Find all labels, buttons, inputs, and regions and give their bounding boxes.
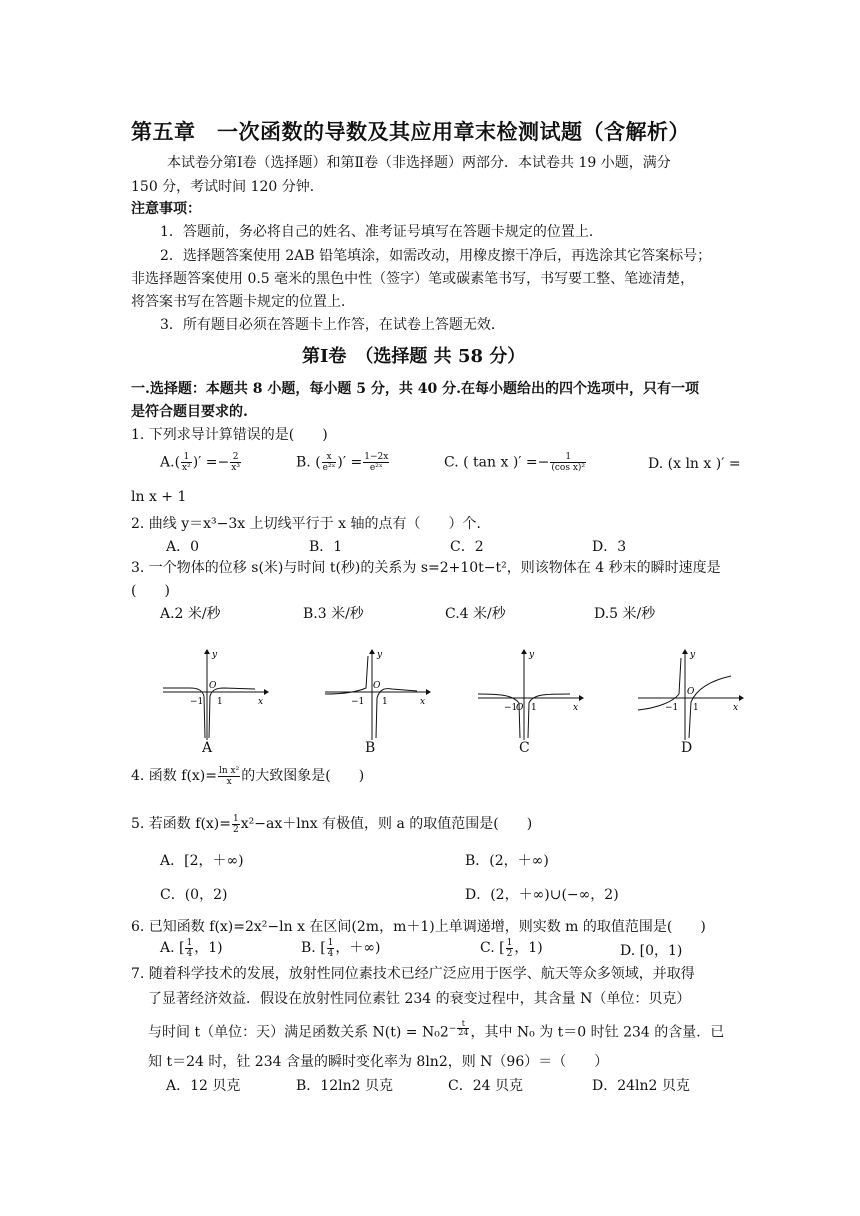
y-axis-arrow bbox=[682, 649, 688, 654]
section-heading: 第Ⅰ卷 （选择题 共 58 分） bbox=[302, 346, 526, 367]
y-axis-arrow bbox=[204, 649, 210, 654]
q7-option-c: C．24 贝克 bbox=[448, 1078, 523, 1094]
origin-label: O bbox=[373, 681, 381, 691]
y-label: y bbox=[377, 650, 383, 660]
x-axis-arrow bbox=[264, 689, 269, 695]
origin-label: O bbox=[516, 703, 524, 713]
q3-option-c: C.4 米/秒 bbox=[445, 606, 506, 622]
x-label: x bbox=[573, 703, 579, 713]
tick-label: −1 bbox=[504, 703, 518, 713]
q6-option-a: A. [ $\frac{1}{4}$ ，1) bbox=[160, 937, 223, 959]
q2-option-c: C．2 bbox=[450, 539, 484, 555]
graph-label: B bbox=[365, 740, 376, 756]
question-stem: 知 t＝24 时，钍 234 含量的瞬时变化率为 8ln2，则 N（96）＝（ ） bbox=[148, 1054, 609, 1070]
tick-label: 1 bbox=[693, 703, 699, 713]
q6-option-d: D. [0，1) bbox=[620, 943, 683, 959]
notice-heading: 注意事项： bbox=[131, 201, 201, 217]
section-desc: 一.选择题：本题共 8 小题，每小题 5 分，共 40 分.在每小题给出的四个选项中，只有一项 bbox=[131, 381, 699, 397]
curve-left bbox=[478, 694, 520, 738]
graph-label: C bbox=[519, 740, 530, 756]
curve-left bbox=[163, 688, 205, 738]
q1-option-c: C. ( tan x )′ =− $\frac{1}{\text{(cos x)²}}$ bbox=[444, 452, 586, 473]
question-stem: 3. 一个物体的位移 s(米)与时间 t(秒)的关系为 s=2+10t−t²，则该物体在 4 秒末的瞬时速度是 bbox=[131, 560, 721, 576]
q7-option-b: B．12ln2 贝克 bbox=[296, 1078, 393, 1094]
curve-left bbox=[325, 656, 368, 694]
q4-graph-c bbox=[475, 648, 585, 743]
tick-label: 1 bbox=[531, 703, 537, 713]
x-label: x bbox=[258, 697, 264, 707]
q4-graph-b bbox=[322, 648, 432, 743]
q1-option-b: B. ( $\frac{x}{\text{e²ˣ}}$ )′ = $\frac{1-2x}{\text{e²ˣ}}$ bbox=[296, 452, 389, 473]
q7-option-d: D．24ln2 贝克 bbox=[592, 1078, 690, 1094]
question-stem: 6. 已知函数 f(x)=2x²−ln x 在区间(2m，m＋1)上单调递增，则实数 m 的取值范围是( ) bbox=[131, 919, 706, 935]
y-axis-arrow bbox=[369, 649, 375, 654]
tick-label: 1 bbox=[382, 697, 388, 707]
question-stem: 1. 下列求导计算错误的是( ) bbox=[131, 427, 328, 443]
curve-right bbox=[528, 694, 570, 738]
intro-line: 本试卷分第Ⅰ卷（选择题）和第Ⅱ卷（非选择题）两部分．本试卷共 19 小题，满分 bbox=[167, 155, 671, 171]
q5-option-a: A．[2，＋∞) bbox=[160, 853, 244, 869]
curve-right bbox=[209, 688, 255, 738]
q3-option-d: D.5 米/秒 bbox=[594, 606, 656, 622]
q1-option-d: D. (x ln x )′ = bbox=[648, 456, 741, 472]
q2-option-d: D．3 bbox=[592, 539, 627, 555]
tick-label: 1 bbox=[217, 697, 223, 707]
notice-item: 1．答题前，务必将自己的姓名、准考证号填写在答题卡规定的位置上． bbox=[160, 224, 603, 240]
q2-option-b: B．1 bbox=[309, 539, 343, 555]
q2-option-a: A．0 bbox=[166, 539, 200, 555]
curve-right bbox=[376, 689, 417, 738]
graph-label: A bbox=[202, 740, 213, 756]
section-desc: 是符合题目要求的. bbox=[131, 404, 248, 420]
q4-graph-a bbox=[160, 648, 270, 743]
q7-option-a: A．12 贝克 bbox=[166, 1078, 241, 1094]
notice-item: 非选择题答案使用 0.5 毫米的黑色中性（签字）笔或碳素笔书写，书写要工整、笔迹清楚， bbox=[131, 271, 695, 287]
x-axis-arrow bbox=[579, 695, 584, 701]
q6-option-b: B. [ $\frac{1}{4}$ ，＋∞) bbox=[301, 937, 381, 959]
question-stem: 7. 随着科学技术的发展，放射性同位素技术已经广泛应用于医学、航天等众多领域，并取得 bbox=[131, 966, 695, 982]
question-stem: 4. 函数 f(x)= $\frac{\text{ln x²}}{x}$ 的大致图象是( ) bbox=[131, 765, 365, 787]
y-label: y bbox=[212, 650, 218, 660]
origin-label: O bbox=[209, 681, 217, 691]
tick-label: −1 bbox=[665, 703, 679, 713]
q4-graph-d bbox=[635, 648, 745, 743]
notice-item: 2．选择题答案使用 2AB 铅笔填涂，如需改动，用橡皮擦干净后，再选涂其它答案标号； bbox=[160, 248, 712, 264]
y-axis-arrow bbox=[521, 649, 527, 654]
q6-option-c: C. [ $\frac{1}{2}$ ，1) bbox=[480, 937, 543, 959]
x-label: x bbox=[733, 703, 739, 713]
x-axis-arrow bbox=[426, 689, 431, 695]
q1-option-a: A.( $\frac{1}{\text{x²}}$ )′ =− $\frac{2}{\text{x³}}$ bbox=[160, 452, 240, 473]
q5-option-c: C．(0，2) bbox=[160, 887, 228, 903]
notice-item: 3．所有题目必须在答题卡上作答，在试卷上答题无效． bbox=[160, 317, 505, 333]
tick-label: −1 bbox=[351, 697, 365, 707]
tick-label: −1 bbox=[190, 697, 204, 707]
question-stem: 了显著经济效益．假设在放射性同位素钍 234 的衰变过程中，其含量 N（单位：贝克） bbox=[148, 991, 691, 1007]
origin-label: O bbox=[687, 687, 695, 697]
x-label: x bbox=[420, 697, 426, 707]
question-stem: 与时间 t（单位：天）满足函数关系 $N(t) = N_02^{- \frac{t}{24}}$ ，其中 N₀ 为 t＝0 时钍 234 的含量．已 bbox=[148, 1019, 725, 1041]
y-label: y bbox=[529, 650, 535, 660]
q5-option-b: B．(2，＋∞) bbox=[465, 853, 549, 869]
y-label: y bbox=[690, 650, 696, 660]
q3-option-b: B.3 米/秒 bbox=[303, 606, 364, 622]
page-title: 第五章 一次函数的导数及其应用章末检测试题（含解析） bbox=[131, 119, 690, 144]
question-stem: 5. 若函数 f(x)= $\frac{1}{2}$ x²−ax＋lnx 有极值，则 a 的取值范围是( ) bbox=[131, 813, 533, 835]
intro-line: 150 分，考试时间 120 分钟． bbox=[131, 179, 324, 195]
question-stem: 2. 曲线 y＝x³−3x 上切线平行于 x 轴的点有（ ）个． bbox=[131, 516, 491, 532]
q3-option-a: A.2 米/秒 bbox=[160, 606, 221, 622]
q5-option-d: D．(2，＋∞)∪(−∞，2) bbox=[465, 887, 619, 903]
graph-label: D bbox=[681, 740, 693, 756]
x-axis-arrow bbox=[739, 695, 744, 701]
question-stem: ( ) bbox=[131, 583, 170, 599]
q1-option-d-cont: ln x + 1 bbox=[131, 489, 187, 505]
notice-item: 将答案书写在答题卡规定的位置上． bbox=[131, 294, 355, 310]
